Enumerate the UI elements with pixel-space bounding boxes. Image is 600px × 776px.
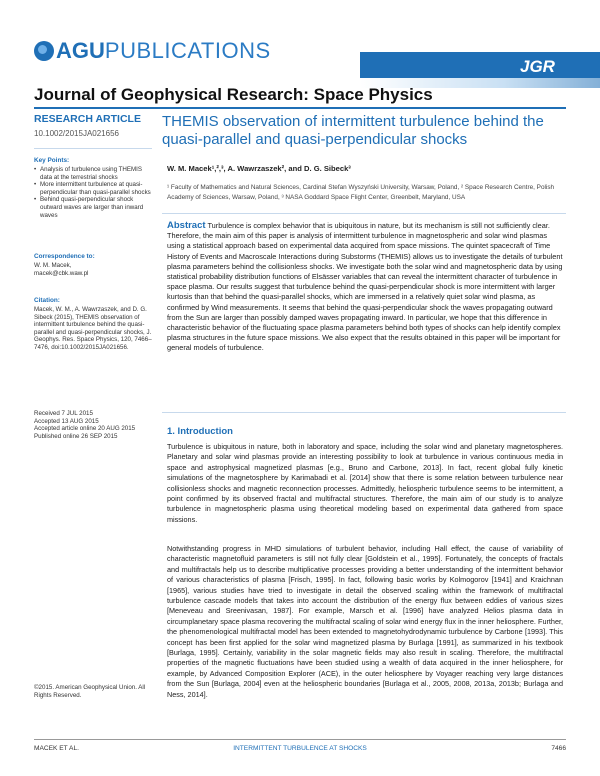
received-date: Received 7 JUL 2015 — [34, 410, 93, 417]
published-date: Published online 26 SEP 2015 — [34, 432, 118, 440]
abstract-text: Turbulence is complex behavior that is ubiquitous in nature, but its mechanism is still not sufficiently clear. Therefore, the main aim of this paper is analysis of intermittent turbulence in magnetospheric and solar wind plasmas using a statistical approach based on experimental data acquired from space missions. The quintet spacecraft of Time History of Events and Macroscale Interactions during Substorms (THEMIS) allows us to investigate the details of turbulent plasma parameters behind the collisionless shocks. We investigate both the solar wind and magnetospheric data by using statistical probability distribution functions of Elsässer variables that can reveal the intermittent character of turbulence in space plasma. Our results suggest that turbulence behind the quasi-perpendicular shock is more intermittent with larger kurtosis than that behind the quasi-parallel shocks, which are immersed in a relatively quiet solar wind plasma, as confirmed by Wind measurements. It seems that behind the quasi-perpendicular shock the waves propagating outward from the Sun are larger than possibly damped waves propagating inward. In particular, we hope that this difference in characteristic behavior of the fluctuating space plasma parameters behind both types of shocks can help identify complex plasma structures in the future space missions. We also expect that the results obtained in this paper will be important for general models of turbulence. — [167, 221, 563, 353]
correspondence-name: W. M. Macek, — [34, 262, 72, 269]
correspondence-email[interactable]: macek@cbk.waw.pl — [34, 269, 89, 277]
doi[interactable]: 10.1002/2015JA021656 — [34, 129, 119, 138]
author-list: W. M. Macek¹,²,³, A. Wawrzaszek², and D. G. Sibeck³ — [167, 164, 351, 173]
journal-banner — [360, 52, 600, 78]
intro-paragraph-1: Turbulence is ubiquitous in nature, both in laboratory and space, including the solar wind and planetary magnetospheres. Planetary and solar wind plasmas provide an interesting possibility to look at turbulence in various continuous media in space and astrophysical magnetized plasmas [e.g., Bruno and Carbone, 2013]. In fact, recent global fully kinetic simulations of the magnetosphere by Karimabadi et al. [2014] show that there is some relation between turbulence near collisionless shocks and magnetic reconnection processes. Admittedly, heliospheric turbulence seems to be intermittent, a point confirmed by its observed fractal and multifractal structures. Therefore, the main aim of our study is to analyze turbulence in magnetospheric plasma using theoretical modeling based on experimental data gathered from space missions. — [167, 442, 563, 524]
key-points-list — [34, 166, 152, 219]
intro-paragraph-2: Notwithstanding progress in MHD simulations of turbulent behavior, including Hall effect, the cause of variability of characteristic magnetofluid parameters is still not fully clear [Goldstein et al., 1995]. Fortunately, the concepts of fractals and multifractals help us to describe multiplicative processes providing a better understanding of the intermittent behavior of various characteristics of plasma [Frisch, 1995]. In fact, following basic works by Kolmogorov [1941] and Kraichnan [1965], various studies have tried to investigate in detail the observed scaling within the framework of multifractal turbulence cascade models that takes into account the distribution of the energy flux between eddies of various sizes [Meneveau and Sreenivasan, 1987]. For example, Marsch et al. [1996] have analyzed Helios plasma data in circumplanetary space plasma recovering the multifractal scaling of solar wind energy flux in the inner heliosphere. Further, the phenomenological multifractal model has been extended to magnetohydrodynamic turbulence by Carbone [1993]. This concept has been first applied for the solar wind magnetized plasma by Burlaga [1991], as summarized in his textbook [Burlaga, 1995]. Certainly, variability in the solar magnetic fields may also result in scaling. Therefore, the multifractal properties of the magnetic fluctuations have been studied using a wealth of data acquired in the inner heliosphere, for example, by Advanced Composition Explorer (ACE), in the outer heliosphere by Voyager reaching very large distances from the Sun [Burlaga, 2004] even at the heliospheric boundaries [Burlaga et al., 2005, 2008, 2013a, 2013b; Burlaga and Ness, 2014]. — [167, 544, 563, 699]
article-title: THEMIS observation of intermittent turbulence behind the quasi-parallel and quasi-perpendicular shocks — [162, 113, 544, 148]
header-rule — [34, 107, 566, 109]
citation-heading: Citation: — [34, 297, 60, 304]
abstract-heading: Abstract — [167, 220, 206, 231]
agu-publications-logo — [34, 38, 271, 64]
logo-agu-text: AGU — [56, 38, 105, 63]
article-dates — [34, 410, 152, 440]
footer-authors: MACEK ET AL. — [34, 745, 79, 752]
accepted-date: Accepted 13 AUG 2015 — [34, 417, 99, 425]
key-point: • More intermittent turbulence at quasi-perpendicular than quasi-parallel shocks — [40, 181, 152, 196]
logo-publications-text: PUBLICATIONS — [104, 38, 271, 63]
article-type: RESEARCH ARTICLE — [34, 113, 141, 125]
correspondence-body — [34, 262, 152, 277]
key-point: • Behind quasi-perpendicular shock outward waves are larger than inward waves — [40, 196, 152, 219]
affiliations: ¹ Faculty of Mathematics and Natural Sciences, Cardinal Stefan Wyszyński University, Warsaw, Poland, ² Space Research Centre, Polish Academy of Sciences, Warsaw, Poland, ³ NASA Goddard Space Flight Center, Greenbelt, Maryland, USA — [167, 184, 555, 201]
abstract-top-rule — [162, 213, 566, 214]
globe-icon — [34, 41, 54, 61]
jgr-badge: JGR — [520, 57, 555, 76]
key-point: • Analysis of turbulence using THEMIS data at the terrestrial shocks — [40, 166, 152, 181]
journal-name: Journal of Geophysical Research: Space Physics — [34, 85, 433, 104]
online-date: Accepted article online 20 AUG 2015 — [34, 425, 136, 433]
copyright: ©2015. American Geophysical Union. All Rights Reserved. — [34, 684, 146, 699]
footer-running-title: INTERMITTENT TURBULENCE AT SHOCKS — [233, 745, 367, 752]
key-points-heading: Key Points: — [34, 157, 70, 164]
left-column-rule — [34, 148, 152, 149]
citation-body: Macek, W. M., A. Wawrzaszek, and D. G. Sibeck (2015), THEMIS observation of intermittent turbulence behind the quasi-parallel and quasi-perpendicular shocks, J. Geophys. Res. Space Physics, 120, 7466–7476, doi:10.1002/2015JA021656. — [34, 306, 152, 351]
footer-rule — [34, 739, 566, 740]
section-heading: 1. Introduction — [167, 426, 233, 437]
abstract — [167, 221, 563, 354]
page-number: 7466 — [551, 745, 566, 752]
abstract-bottom-rule — [162, 412, 566, 413]
correspondence-heading: Correspondence to: — [34, 253, 95, 260]
